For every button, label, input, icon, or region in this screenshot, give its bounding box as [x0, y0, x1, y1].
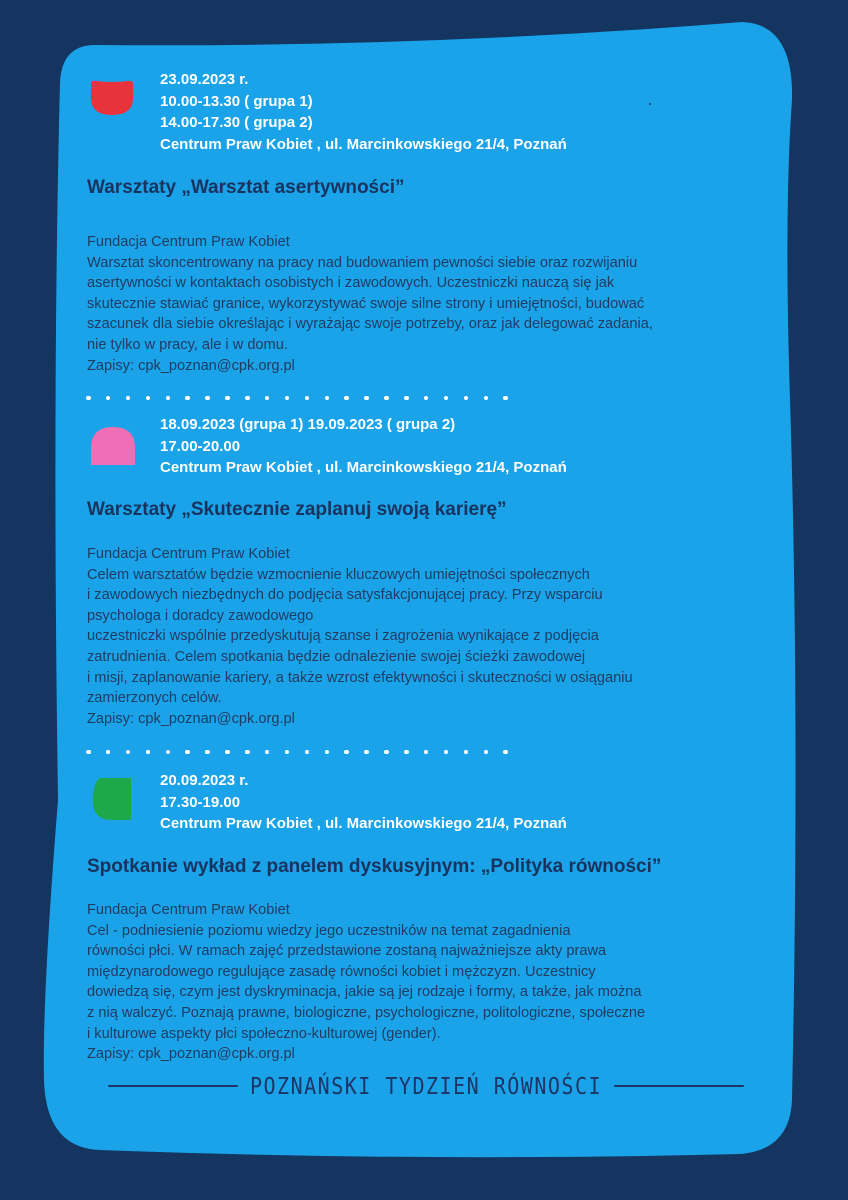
event-time: 17.30-19.00: [160, 793, 241, 811]
separator-dot: [364, 396, 369, 401]
footer-rule-left: [108, 1085, 238, 1088]
description-line: równości płci. W ramach zajęć przedstawione zostaną najważniejsze akty prawa: [87, 943, 607, 960]
event-1-meta: [160, 69, 567, 155]
separator-dot: [245, 396, 250, 401]
separator-dot: [404, 750, 409, 755]
separator-dot: [424, 750, 429, 755]
separator-dot: [225, 750, 230, 755]
separator-dot: [185, 750, 190, 755]
footer-banner: [108, 1068, 744, 1104]
event-title: Spotkanie wykład z panelem dyskusyjnym: „Polityka równości”: [87, 856, 662, 877]
description-line: Celem warsztatów będzie wzmocnienie kluczowych umiejętności społecznych: [87, 566, 590, 583]
separator-dot: [305, 396, 310, 401]
description-line: i kulturowe aspekty płci społeczno-kulturowej (gender).: [87, 1025, 441, 1042]
separator-dot: [464, 396, 469, 401]
separator-dot: [265, 396, 270, 401]
event-2-body: [87, 544, 767, 729]
event-1-body: [87, 232, 767, 376]
separator-dot: [464, 750, 469, 755]
separator-dot: [344, 396, 349, 401]
description-line: z nią walczyć. Poznają prawne, biologiczne, psychologiczne, politologiczne, społeczne: [87, 1004, 646, 1021]
event-location: Centrum Praw Kobiet , ul. Marcinkowskiego 21/4, Poznań: [160, 815, 567, 832]
separator-dot: [305, 750, 310, 755]
footer-title: POZNAŃSKI TYDZIEŃ RÓWNOŚCI: [249, 1072, 603, 1100]
ink-speck: [649, 103, 651, 105]
separator-dot: [325, 396, 330, 401]
event-time: 14.00-17.30 ( grupa 2): [160, 114, 313, 131]
description-line: dowiedzą się, czym jest dyskryminacja, jakie są jej rodzaje i formy, a także, jak można: [87, 984, 642, 1001]
separator-dot: [245, 750, 250, 755]
separator-dot: [404, 396, 409, 401]
separator-dot: [166, 750, 171, 755]
separator-dot: [126, 750, 131, 755]
event-organizer: Fundacja Centrum Praw Kobiet: [87, 546, 290, 562]
separator-dot: [444, 396, 449, 401]
event-date: 20.09.2023 r.: [160, 772, 249, 789]
separator-dot: [86, 750, 91, 755]
description-line: zamierzonych celów.: [87, 690, 222, 707]
separator-dot: [484, 396, 489, 401]
description-line: Warsztat skoncentrowany na pracy nad budowaniem pewności siebie oraz rozwijaniu: [87, 254, 638, 271]
separator-dot: [285, 396, 290, 401]
description-line: szacunek dla siebie określając i wyrażając swoje potrzeby, oraz jak delegować zadania,: [87, 316, 653, 333]
separator-dot: [106, 750, 111, 755]
event-time: 10.00-13.30 ( grupa 1): [160, 92, 313, 110]
separator-dot: [364, 750, 369, 755]
separator-dot: [106, 396, 111, 401]
event-organizer: Fundacja Centrum Praw Kobiet: [87, 234, 290, 250]
event-2-meta: [160, 414, 567, 479]
green-leaf-shape: [92, 777, 132, 821]
description-line: i misji, zaplanowanie kariery, a także wzrost efektywności i skuteczności w osiąganiu: [87, 669, 633, 686]
event-3-meta: [160, 770, 567, 835]
separator-dot: [444, 750, 449, 755]
description-line: zatrudnienia. Celem spotkania będzie odnalezienie swojej ścieżki zawodowej: [87, 648, 586, 665]
event-date: 18.09.2023 (grupa 1) 19.09.2023 ( grupa 2): [160, 416, 456, 433]
event-title: Warsztaty „Skutecznie zaplanuj swoją karierę”: [87, 499, 507, 520]
signup-email[interactable]: Zapisy: cpk_poznan@cpk.org.pl: [87, 1046, 295, 1063]
event-organizer: Fundacja Centrum Praw Kobiet: [87, 902, 290, 918]
separator-dot: [225, 396, 230, 401]
separator-dot: [185, 396, 190, 401]
separator-dot: [285, 750, 290, 755]
separator-dot: [146, 750, 151, 755]
description-line: psychologa i doradcy zawodowego: [87, 607, 314, 624]
separator-dot: [384, 750, 389, 755]
separator-dot: [325, 750, 330, 755]
separator-dot: [344, 750, 349, 755]
separator-dot: [424, 396, 429, 401]
separator-dot: [146, 396, 151, 401]
event-3-body: [87, 900, 767, 1065]
pink-arch-shape: [90, 426, 136, 466]
description-line: i zawodowych niezbędnych do podjęcia satysfakcjonującej pracy. Przy wsparciu: [87, 587, 603, 604]
separator-dot: [503, 750, 508, 755]
description-line: asertywności w kontaktach osobistych i zawodowych. Uczestniczki nauczą się jak: [87, 275, 615, 292]
event-location: Centrum Praw Kobiet , ul. Marcinkowskiego 21/4, Poznań: [160, 135, 567, 153]
footer-rule-right: [614, 1085, 744, 1088]
separator-dot: [126, 396, 131, 401]
event-location: Centrum Praw Kobiet , ul. Marcinkowskiego 21/4, Poznań: [160, 459, 567, 476]
signup-email[interactable]: Zapisy: cpk_poznan@cpk.org.pl: [87, 357, 295, 374]
separator-dot: [265, 750, 270, 755]
description-line: Cel - podniesienie poziomu wiedzy jego uczestników na temat zagadnienia: [87, 922, 571, 939]
separator-dot: [484, 750, 489, 755]
separator-dot: [205, 396, 210, 401]
description-line: uczestniczki wspólnie przedyskutują szanse i zagrożenia wynikające z podjęcia: [87, 628, 599, 645]
separator-dot: [384, 396, 389, 401]
separator-dot: [166, 396, 171, 401]
description-line: skutecznie stawiać granice, wykorzystywać swoje silne strony i umiejętności, budować: [87, 295, 645, 312]
event-title: Warsztaty „Warsztat asertywności”: [87, 177, 405, 198]
separator-dot: [503, 396, 508, 401]
event-date: 23.09.2023 r.: [160, 71, 249, 88]
description-line: nie tylko w pracy, ale i w domu.: [87, 336, 288, 353]
separator-dot: [205, 750, 210, 755]
description-line: międzynarodowego regulujące zasadę równości kobiet i mężczyzn. Uczestnicy: [87, 963, 596, 980]
red-cup-shape: [90, 80, 134, 116]
event-time: 17.00-20.00: [160, 437, 241, 455]
separator-dot: [86, 396, 91, 401]
dot-separator: [86, 394, 508, 402]
signup-email[interactable]: Zapisy: cpk_poznan@cpk.org.pl: [87, 710, 295, 727]
dot-separator: [86, 748, 508, 756]
